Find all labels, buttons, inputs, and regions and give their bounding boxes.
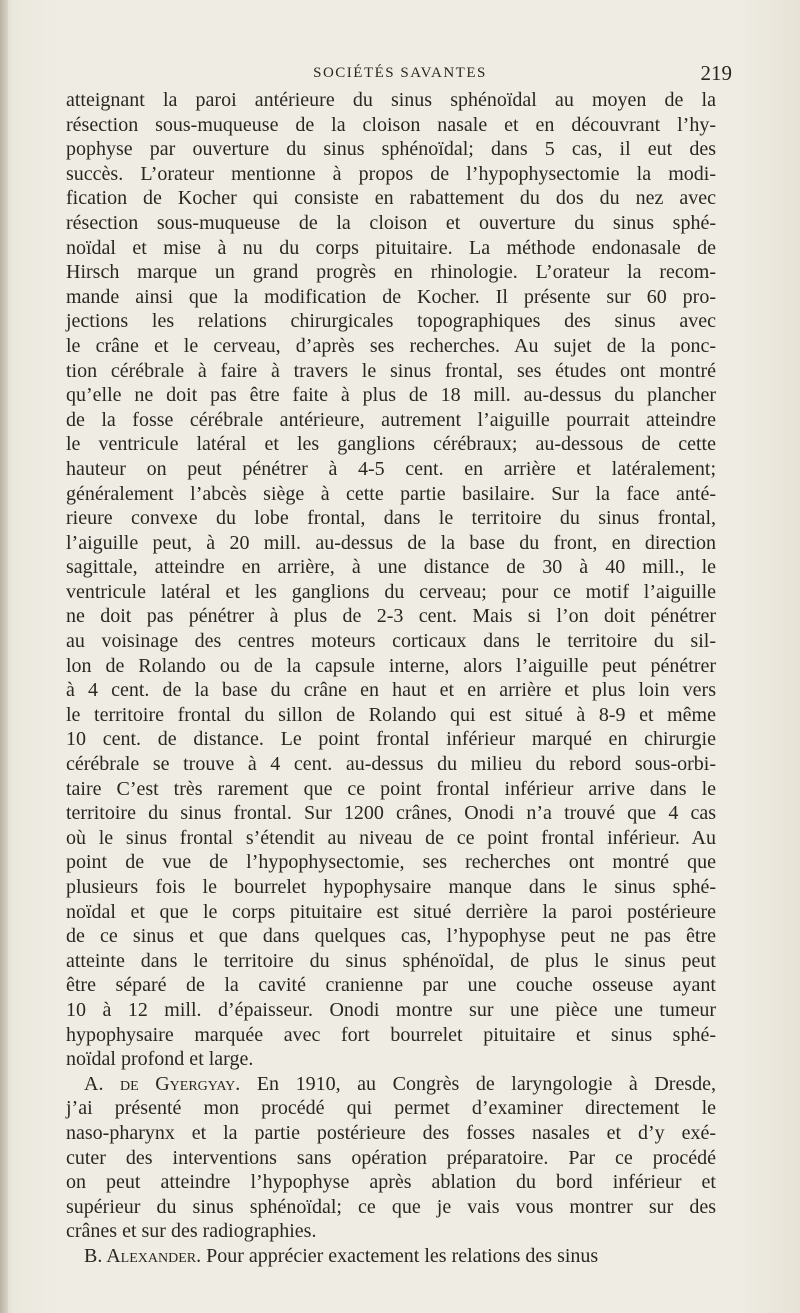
body-text xyxy=(66,88,716,1269)
speaker-name: B. Alexander. xyxy=(84,1244,202,1267)
text-line xyxy=(66,1244,716,1269)
speaker-text: En 1910, au Congrès de laryngologie à Dresde, xyxy=(240,1072,717,1095)
text-line: plusieurs fois le bourrelet hypophysaire manque dans le sinus sphé- xyxy=(66,876,716,898)
text-line: résection sous-muqueuse de la cloison nasale et en découvrant l’hy- xyxy=(66,113,716,136)
text-line: lon de Rolando ou de la capsule interne, alors l’aiguille peut pénétrer xyxy=(66,654,716,677)
text-line: naso-pharynx et la partie postérieure des fosses nasales et d’y exé- xyxy=(66,1121,716,1144)
text-line: jections les relations chirurgicales topographiques des sinus avec xyxy=(66,310,716,333)
text-line: Hirsch marque un grand progrès en rhinologie. L’orateur la recom- xyxy=(66,261,716,284)
speaker-name: A. de Gyergyay. xyxy=(84,1072,241,1095)
text-line: noïdal profond et large. xyxy=(66,1048,254,1071)
text-line: qu’elle ne doit pas être faite à plus de 18 mill. au-dessus du plancher xyxy=(66,384,716,407)
text-line: noïdal et mise à nu du corps pituitaire. La méthode endonasale de xyxy=(66,236,716,259)
text-line: ventricule latéral et les ganglions du cerveau; pour ce motif l’aiguille xyxy=(66,580,716,603)
text-line xyxy=(66,1072,716,1097)
text-line: généralement l’abcès siège à cette partie basilaire. Sur la face anté- xyxy=(66,482,716,505)
text-line: tion cérébrale à faire à travers le sinus frontal, ses études ont montré xyxy=(66,359,716,382)
paragraph xyxy=(66,1072,716,1244)
text-line: cuter des interventions sans opération préparatoire. Par ce procédé xyxy=(66,1146,716,1169)
text-line: être séparé de la cavité cranienne par une couche osseuse ayant xyxy=(66,974,716,997)
text-line: 10 à 12 mill. d’épaisseur. Onodi montre sur une pièce une tumeur xyxy=(66,998,716,1021)
paragraph xyxy=(66,1244,716,1269)
page-number: 219 xyxy=(700,61,732,85)
text-line: point de vue de l’hypophysectomie, ses recherches ont montré que xyxy=(66,851,716,874)
text-line: de la fosse cérébrale antérieure, autrement l’aiguille pourrait atteindre xyxy=(66,408,716,431)
text-line: territoire du sinus frontal. Sur 1200 crânes, Onodi n’a trouvé que 4 cas xyxy=(66,802,716,825)
text-line: le ventricule latéral et les ganglions cérébraux; au-dessous de cette xyxy=(66,433,716,456)
text-line: à 4 cent. de la base du crâne en haut et en arrière et plus loin vers xyxy=(66,679,716,702)
text-line: atteinte dans le territoire du sinus sphénoïdal, de plus le sinus peut xyxy=(66,949,716,972)
text-line: j’ai présenté mon procédé qui permet d’examiner directement le xyxy=(66,1097,716,1120)
text-line: le crâne et le cerveau, d’après ses recherches. Au sujet de la ponc- xyxy=(66,334,716,357)
page-binding-edge xyxy=(0,0,8,1313)
text-line: ne doit pas pénétrer à plus de 2-3 cent. Mais si l’on doit pénétrer xyxy=(66,605,716,628)
text-line: fication de Kocher qui consiste en rabattement du dos du nez avec xyxy=(66,187,716,210)
text-line: le territoire frontal du sillon de Rolando qui est situé à 8-9 et même xyxy=(66,703,716,726)
text-line: taire C’est très rarement que ce point frontal inférieur arrive dans le xyxy=(66,777,716,800)
text-line: l’aiguille peut, à 20 mill. au-dessus de la base du front, en direction xyxy=(66,531,716,554)
text-line: cérébrale se trouve à 4 cent. au-dessus du milieu du rebord sous-orbi- xyxy=(66,753,716,776)
speaker-text: Pour apprécier exactement les relations des sinus xyxy=(201,1244,599,1267)
text-line: résection sous-muqueuse de la cloison et ouverture du sinus sphé- xyxy=(66,211,716,234)
running-head xyxy=(0,62,800,86)
paragraph xyxy=(66,88,716,1072)
text-line: atteignant la paroi antérieure du sinus sphénoïdal au moyen de la xyxy=(66,89,716,111)
text-line: noïdal et que le corps pituitaire est situé derrière la paroi postérieure xyxy=(66,900,716,923)
text-line: 10 cent. de distance. Le point frontal inférieur marqué en chirurgie xyxy=(66,728,716,751)
text-line: succès. L’orateur mentionne à propos de l’hypophysectomie la modi- xyxy=(66,162,716,185)
running-title: SOCIÉTÉS SAVANTES xyxy=(313,65,487,81)
text-line: mande ainsi que la modification de Kocher. Il présente sur 60 pro- xyxy=(66,285,716,308)
text-line: de ce sinus et que dans quelques cas, l’hypophyse peut ne pas être xyxy=(66,925,716,948)
text-line: sagittale, atteindre en arrière, à une distance de 30 à 40 mill., le xyxy=(66,556,716,579)
text-line: où le sinus frontal s’étendit au niveau de ce point frontal inférieur. Au xyxy=(66,826,716,849)
text-line: crânes et sur des radiographies. xyxy=(66,1220,317,1243)
text-line: hauteur on peut pénétrer à 4-5 cent. en arrière et latéralement; xyxy=(66,457,716,480)
text-line: au voisinage des centres moteurs corticaux dans le territoire du sil- xyxy=(66,630,716,653)
text-line: pophyse par ouverture du sinus sphénoïdal; dans 5 cas, il eut des xyxy=(66,138,716,161)
text-line: hypophysaire marquée avec fort bourrelet pituitaire et sinus sphé- xyxy=(66,1023,716,1046)
text-line: on peut atteindre l’hypophyse après ablation du bord inférieur et xyxy=(66,1171,716,1194)
text-line: supérieur du sinus sphénoïdal; ce que je vais vous montrer sur des xyxy=(66,1195,716,1218)
text-line: rieure convexe du lobe frontal, dans le territoire du sinus frontal, xyxy=(66,507,716,530)
